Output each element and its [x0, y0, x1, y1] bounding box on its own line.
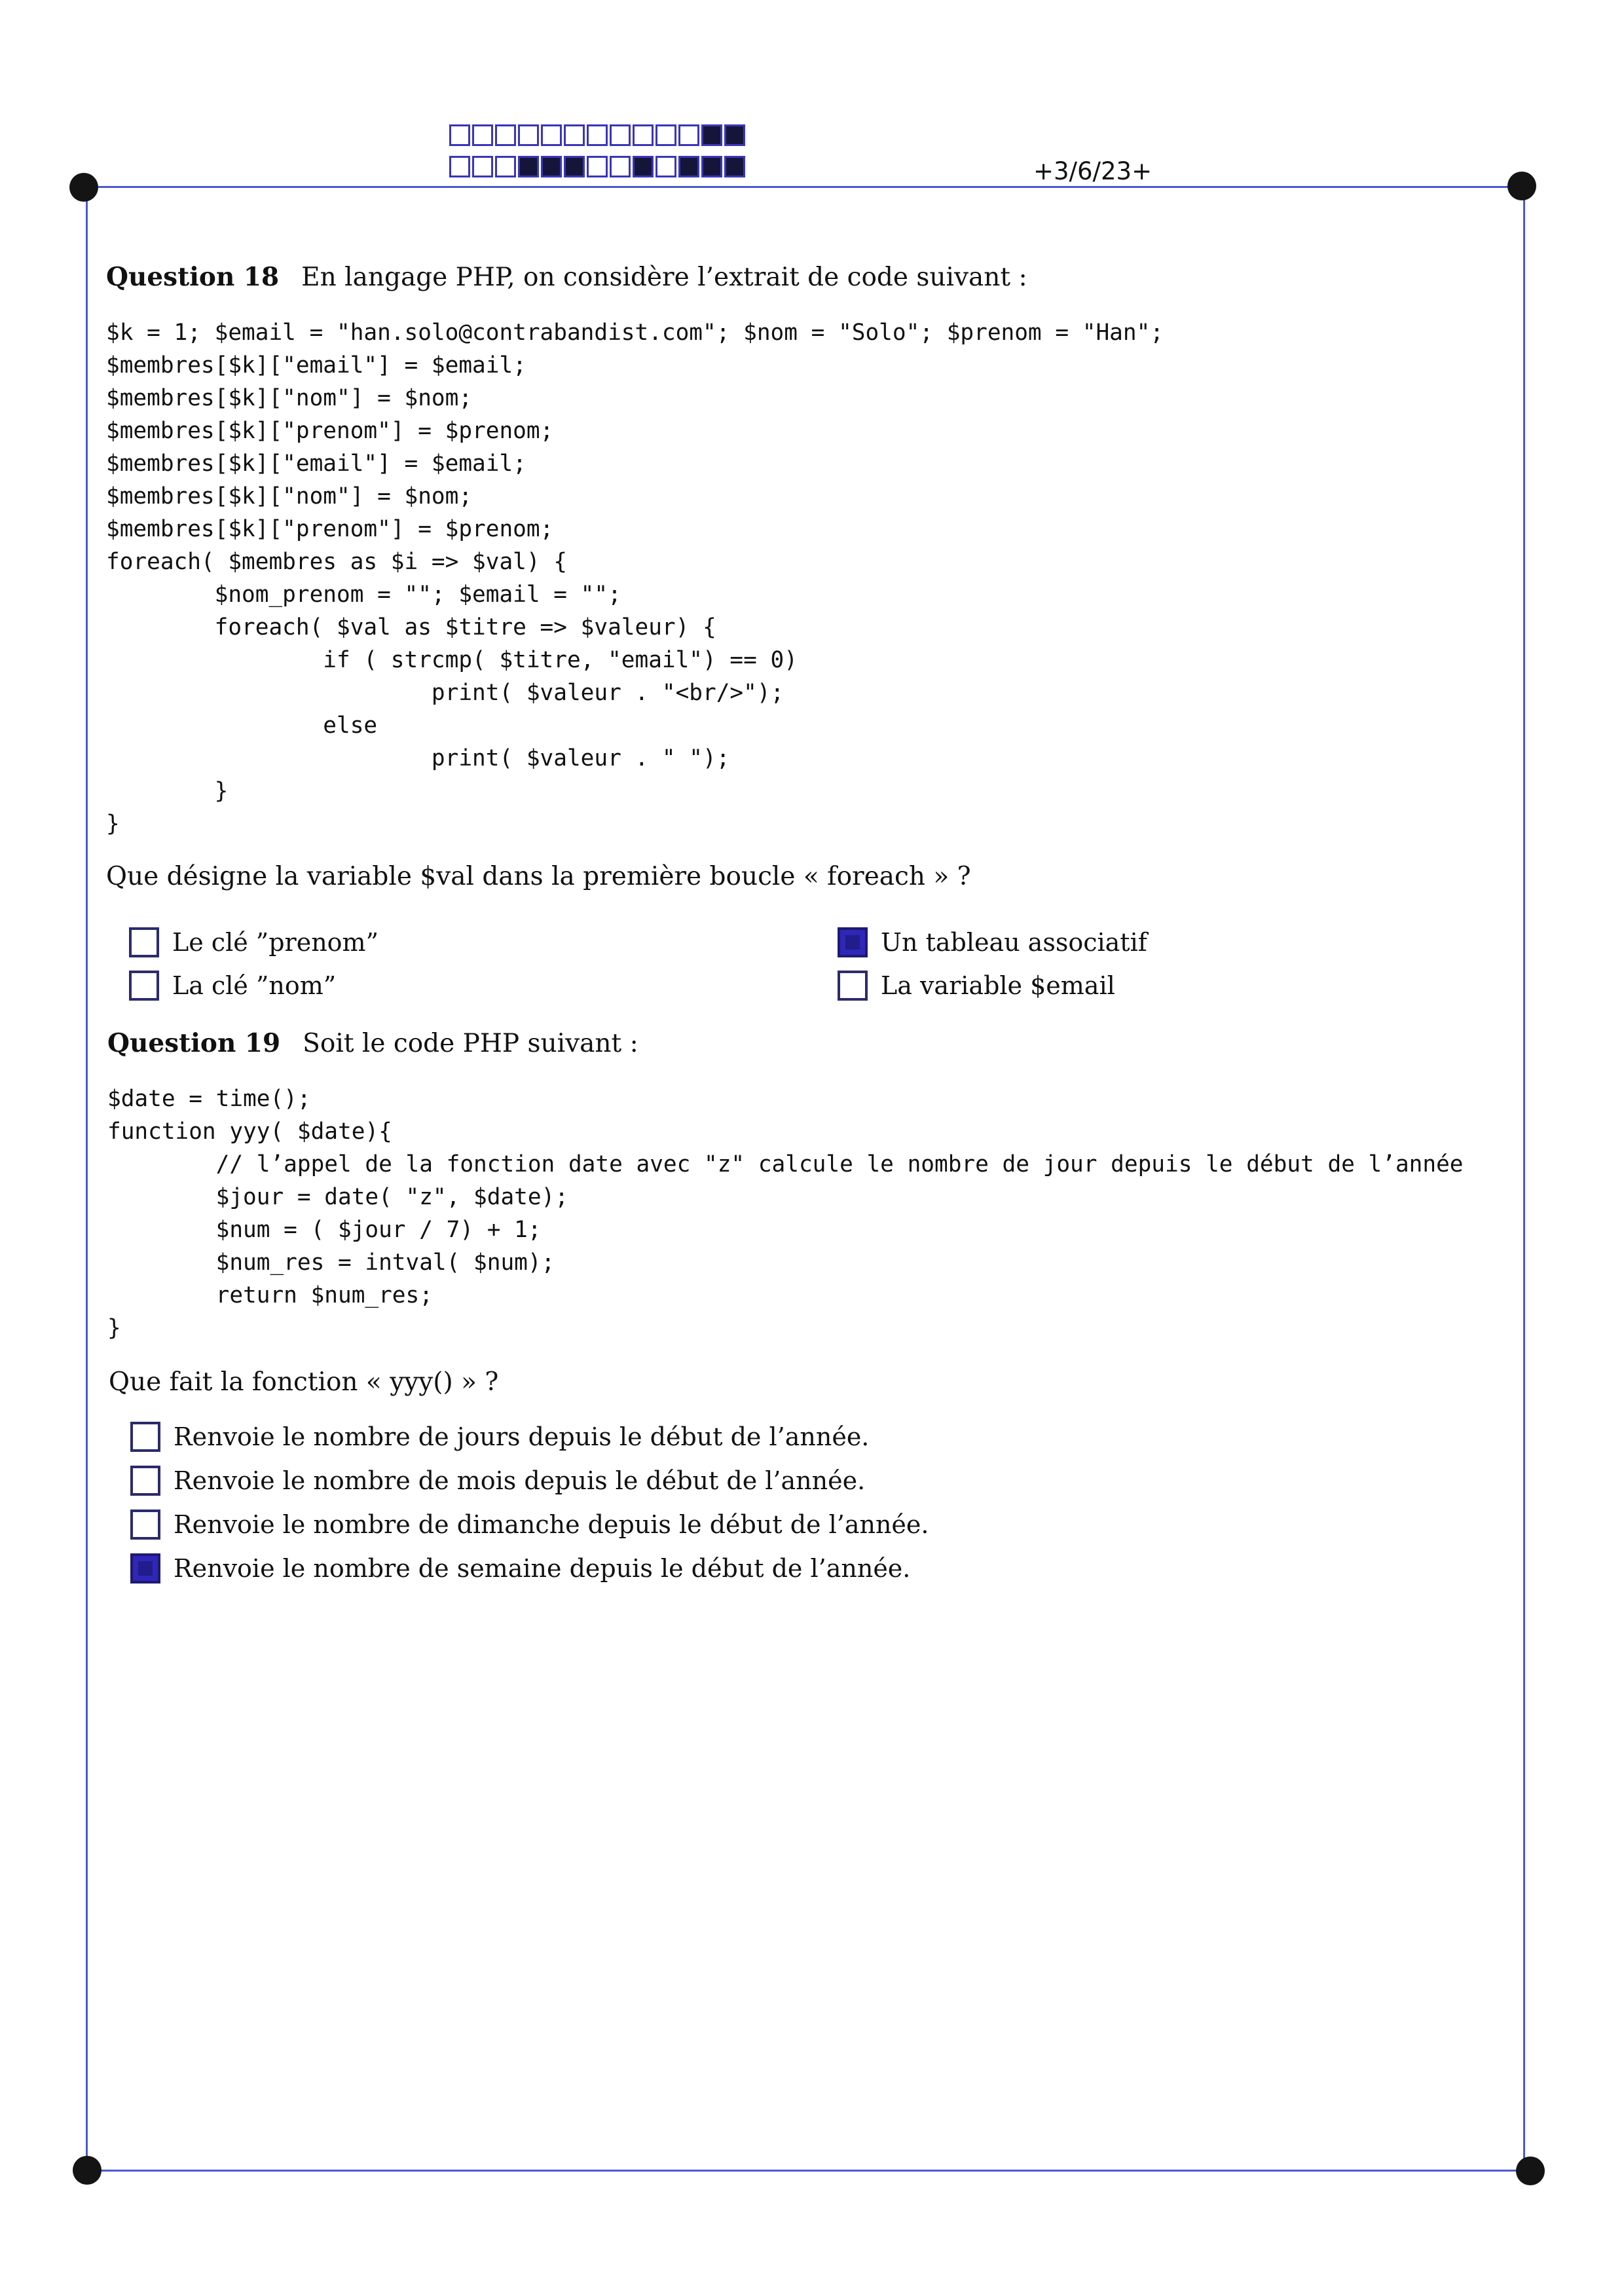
answer-checkbox[interactable]	[130, 1466, 160, 1496]
answer-option[interactable]	[130, 1506, 929, 1543]
question-prompt: Que fait la fonction « yyy() » ?	[109, 1367, 499, 1397]
answer-option[interactable]	[129, 967, 336, 1004]
question-title: Soit le code PHP suivant :	[303, 1029, 638, 1058]
code-cell-empty	[655, 156, 676, 177]
code-cell-filled	[541, 156, 562, 177]
frame-left-line	[86, 187, 88, 2172]
corner-mark-top-right	[1507, 172, 1536, 200]
code-cell-empty	[564, 124, 585, 146]
answer-option[interactable]	[838, 967, 1115, 1004]
code-cell-filled	[678, 156, 699, 177]
question-header	[107, 1028, 638, 1058]
corner-mark-bottom-left	[73, 2156, 101, 2185]
code-cell-empty	[449, 124, 470, 146]
corner-mark-top-left	[69, 173, 98, 202]
code-cell-empty	[472, 156, 493, 177]
frame-bottom-line	[87, 2170, 1531, 2172]
code-cell-filled	[701, 156, 722, 177]
code-cell-empty	[678, 124, 699, 146]
binary-code-row	[449, 156, 747, 177]
answer-checkbox[interactable]	[129, 971, 159, 1001]
question-prompt: Que désigne la variable $val dans la première boucle « foreach » ?	[106, 862, 971, 891]
answer-label: Le clé ”prenom”	[172, 928, 379, 957]
answer-option[interactable]	[129, 924, 378, 961]
answer-label: Renvoie le nombre de semaine depuis le début de l’année.	[174, 1554, 911, 1583]
answer-option[interactable]	[130, 1462, 865, 1499]
code-cell-empty	[587, 124, 608, 146]
answer-checkbox[interactable]	[838, 971, 868, 1001]
answer-label: Renvoie le nombre de jours depuis le début de l’année.	[174, 1422, 870, 1451]
answer-checkbox-checked[interactable]	[130, 1553, 160, 1583]
question-label: Question 18	[106, 262, 280, 292]
question-header	[106, 262, 1027, 292]
code-cell-empty	[655, 124, 676, 146]
answer-label: La variable $email	[881, 971, 1115, 1000]
code-cell-empty	[610, 156, 631, 177]
answer-checkbox[interactable]	[129, 927, 159, 957]
code-cell-empty	[610, 124, 631, 146]
code-cell-filled	[564, 156, 585, 177]
code-block: $k = 1; $email = "han.solo@contrabandist.com"; $nom = "Solo"; $prenom = "Han"; $membres[$k]["email"] = $email; $membres[$k]["nom"] = $nom; $membres[$k]["prenom"] = $prenom; $membres[$k]["email"] = $email; $membres[$k]["nom"] = $nom; $membres[$k]["prenom"] = $prenom; foreach( $membres as $i => $val) { $nom_prenom = ""; $email = ""; foreach( $val as $titre => $valeur) { if ( strcmp( $titre, "email") == 0) print( $valeur . "<br/>"); else print( $valeur . " "); } }	[106, 320, 1164, 837]
question-label: Question 19	[107, 1028, 281, 1058]
code-cell-filled	[724, 124, 745, 146]
code-cell-empty	[541, 124, 562, 146]
code-cell-empty	[495, 124, 516, 146]
code-cell-filled	[701, 124, 722, 146]
frame-right-line	[1523, 187, 1525, 2172]
answer-option[interactable]	[130, 1550, 910, 1587]
answer-label: La clé ”nom”	[172, 971, 337, 1000]
answer-label: Un tableau associatif	[881, 928, 1147, 957]
code-cell-empty	[633, 124, 654, 146]
code-block: $date = time(); function yyy( $date){ // l’appel de la fonction date avec "z" calcule le nombre de jour depuis le début de l’année $jour = date( "z", $date); $num = ( $jour / 7) + 1; $num_res = intval( $num); return $num_res; }	[107, 1086, 1464, 1341]
question-title: En langage PHP, on considère l’extrait de code suivant :	[301, 263, 1027, 292]
answer-label: Renvoie le nombre de dimanche depuis le début de l’année.	[174, 1510, 929, 1539]
code-cell-empty	[518, 124, 539, 146]
code-cell-empty	[449, 156, 470, 177]
frame-top-line	[84, 186, 1522, 188]
binary-code-row	[449, 124, 747, 146]
code-cell-empty	[472, 124, 493, 146]
code-cell-empty	[587, 156, 608, 177]
answer-checkbox[interactable]	[130, 1509, 160, 1540]
answer-option[interactable]	[838, 924, 1147, 961]
code-cell-filled	[518, 156, 539, 177]
code-cell-filled	[724, 156, 745, 177]
answer-label: Renvoie le nombre de mois depuis le début de l’année.	[174, 1466, 866, 1495]
code-cell-filled	[633, 156, 654, 177]
page-code: +3/6/23+	[1033, 157, 1153, 185]
answer-checkbox[interactable]	[130, 1422, 160, 1452]
answer-option[interactable]	[130, 1418, 869, 1455]
answer-checkbox-checked[interactable]	[838, 927, 868, 957]
corner-mark-bottom-right	[1516, 2157, 1545, 2185]
code-cell-empty	[495, 156, 516, 177]
